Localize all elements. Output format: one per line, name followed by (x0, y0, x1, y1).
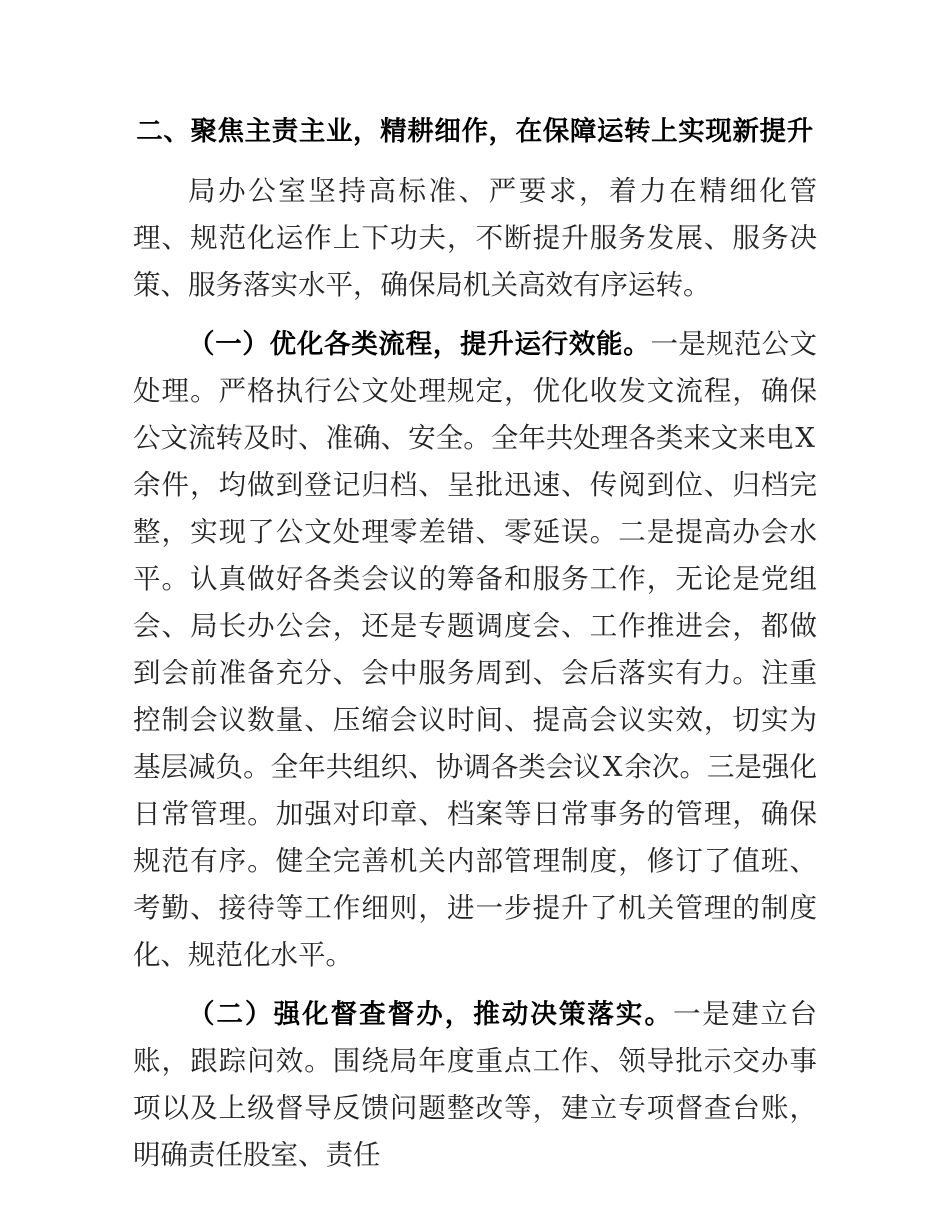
document-content (133, 108, 817, 1179)
subsection-one-text-part-1: 一是规范公文处理。严格执行公文处理规定，优化收发文流程，确保公文流转及时、准确、安全。全年共处理各类来文来电 (133, 328, 817, 454)
paragraph-subsection-one (133, 321, 817, 979)
subsection-one-text-part-3: 余次。三是强化日常管理。加强对印章、档案等日常事务的管理，确保规范有序。健全完善机关内部管理制度，修订了值班、考勤、接待等工作细则，进一步提升了机关管理的制度化、规范化水平。 (133, 751, 818, 971)
paragraph-intro (133, 168, 817, 309)
subsection-one-title: （一）优化各类流程，提升运行效能。 (188, 329, 651, 360)
paragraph-subsection-two (133, 991, 817, 1179)
subsection-one-text-part-2: 余件，均做到登记归档、呈批迅速、传阅到位、归档完整，实现了公文处理零差错、零延误。二是提高办会水平。认真做好各类会议的筹备和服务工作，无论是党组会、局长办公会，还是专题调度会、工作推进会，都做到会前准备充分、会中服务周到、会后落实有力。注重控制会议数量、压缩会议时间、提高会议实效，切实为基层减负。全年共组织、协调各类会议 (133, 469, 817, 783)
subsection-one-placeholder-2: X (602, 751, 623, 783)
section-heading: 二、聚焦主责主业，精耕细作，在保障运转上实现新提升 (136, 116, 814, 147)
paragraph-intro-text: 局办公室坚持高标准、严要求，着力在精细化管理、规范化运作上下功夫，不断提升服务发展、服务决策、服务落实水平，确保局机关高效有序运转。 (133, 175, 817, 301)
subsection-two-text: 一是建立台账，跟踪问效。围绕局年度重点工作、领导批示交办事项以及上级督导反馈问题整改等，建立专项督查台账，明确责任股室、责任 (133, 998, 817, 1171)
subsection-two-title: （二）强化督查督办，推动决策落实。 (188, 999, 673, 1030)
subsection-one-placeholder-1: X (795, 422, 815, 454)
